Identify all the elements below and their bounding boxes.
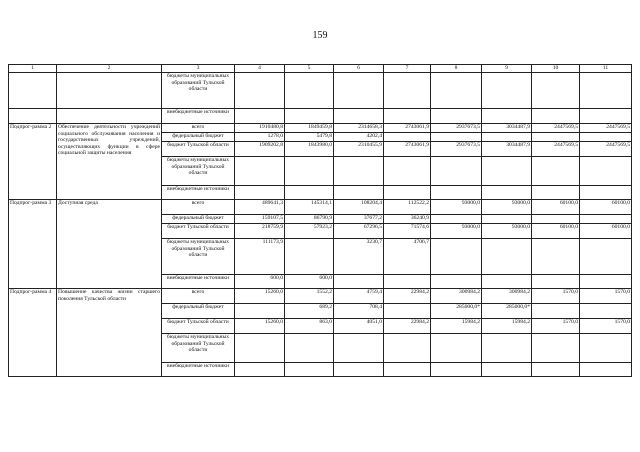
source-cell: бюджеты муниципальных образований Тульской области	[162, 73, 235, 109]
value-cell: 22984,2	[384, 289, 431, 304]
program-cell	[9, 109, 57, 124]
value-cell: 93000,0	[431, 200, 482, 215]
value-cell	[334, 363, 384, 377]
value-cell	[580, 275, 632, 289]
value-cell	[532, 133, 580, 142]
value-cell: 93000,0	[482, 224, 532, 239]
value-cell	[334, 157, 384, 186]
value-cell	[431, 215, 482, 224]
value-cell	[285, 157, 334, 186]
column-header: 5	[285, 65, 334, 73]
value-cell: 218759,9	[235, 224, 285, 239]
value-cell	[235, 157, 285, 186]
value-cell: 1910480,8	[235, 124, 285, 133]
source-cell: внебюджетные источники	[162, 275, 235, 289]
value-cell	[384, 109, 431, 124]
value-cell	[384, 186, 431, 200]
value-cell	[334, 275, 384, 289]
column-header: 6	[334, 65, 384, 73]
value-cell: 86790,9	[285, 215, 334, 224]
value-cell: 60100,0	[580, 224, 632, 239]
value-cell: 2743061,9	[384, 142, 431, 157]
value-cell: 285000,0*	[431, 304, 482, 319]
value-cell: 5479,8	[285, 133, 334, 142]
value-cell	[384, 275, 431, 289]
value-cell	[580, 215, 632, 224]
value-cell	[532, 186, 580, 200]
value-cell: 1843980,0	[285, 142, 334, 157]
source-cell: всего	[162, 124, 235, 133]
value-cell: 1909202,8	[235, 142, 285, 157]
source-cell: бюджеты муниципальных образований Тульской области	[162, 157, 235, 186]
value-cell: 4202,4	[334, 133, 384, 142]
value-cell	[431, 157, 482, 186]
table-row	[9, 124, 632, 133]
table-body	[9, 65, 632, 377]
value-cell: 2743061,9	[384, 124, 431, 133]
value-cell: 1278,0	[235, 133, 285, 142]
column-header: 11	[580, 65, 632, 73]
source-cell: бюджеты муниципальных образований Тульской области	[162, 239, 235, 275]
value-cell: 4706,7	[384, 239, 431, 275]
value-cell	[384, 133, 431, 142]
source-cell: внебюджетные источники	[162, 186, 235, 200]
column-header: 1	[9, 65, 57, 73]
value-cell: 300984,2	[482, 289, 532, 304]
value-cell	[532, 215, 580, 224]
value-cell: 15260,0	[235, 319, 285, 334]
column-header: 7	[384, 65, 431, 73]
value-cell: 708,4	[334, 304, 384, 319]
value-cell: 60100,0	[580, 200, 632, 215]
value-cell	[384, 73, 431, 109]
value-cell	[580, 304, 632, 319]
value-cell	[532, 304, 580, 319]
source-cell: бюджеты муниципальных образований Тульской области	[162, 334, 235, 363]
table-row	[9, 289, 632, 304]
column-header: 10	[532, 65, 580, 73]
value-cell	[532, 239, 580, 275]
value-cell	[334, 186, 384, 200]
value-cell	[482, 275, 532, 289]
value-cell	[431, 186, 482, 200]
value-cell	[580, 239, 632, 275]
value-cell	[431, 363, 482, 377]
value-cell: 489641,3	[235, 200, 285, 215]
value-cell: 600,0	[235, 275, 285, 289]
value-cell: 4051,0	[334, 319, 384, 334]
value-cell	[532, 275, 580, 289]
value-cell: 689,2	[285, 304, 334, 319]
column-header: 2	[57, 65, 162, 73]
value-cell	[482, 239, 532, 275]
value-cell: 1570,0	[580, 289, 632, 304]
value-cell	[580, 109, 632, 124]
value-cell	[235, 186, 285, 200]
description-cell	[57, 109, 162, 124]
value-cell: 15984,2	[482, 319, 532, 334]
value-cell: 36240,9	[384, 215, 431, 224]
value-cell: 1570,0	[580, 319, 632, 334]
value-cell	[482, 334, 532, 363]
value-cell	[431, 73, 482, 109]
value-cell: 2447569,5	[532, 142, 580, 157]
source-cell: федеральный бюджет	[162, 215, 235, 224]
value-cell: 863,0	[285, 319, 334, 334]
column-header: 9	[482, 65, 532, 73]
source-cell: внебюджетные источники	[162, 109, 235, 124]
value-cell: 60100,0	[532, 200, 580, 215]
value-cell	[482, 133, 532, 142]
value-cell	[580, 186, 632, 200]
description-cell: Обеспечение деятельности учреждений социального обслуживания населения и государственных учреждений, осуществляющих функции в сфере социальной защиты населения	[57, 124, 162, 200]
value-cell: 60100,0	[532, 224, 580, 239]
source-cell: внебюджетные источники	[162, 363, 235, 377]
value-cell	[384, 334, 431, 363]
value-cell	[580, 334, 632, 363]
value-cell	[580, 73, 632, 109]
value-cell: 37677,2	[334, 215, 384, 224]
value-cell	[482, 109, 532, 124]
value-cell	[334, 334, 384, 363]
value-cell: 15260,0	[235, 289, 285, 304]
value-cell: 2314658,3	[334, 124, 384, 133]
value-cell: 22984,2	[384, 319, 431, 334]
value-cell	[285, 73, 334, 109]
value-cell	[431, 334, 482, 363]
value-cell	[431, 109, 482, 124]
value-cell: 2310455,9	[334, 142, 384, 157]
value-cell	[334, 73, 384, 109]
value-cell	[285, 334, 334, 363]
value-cell: 2447569,5	[580, 124, 632, 133]
value-cell: 3230,7	[334, 239, 384, 275]
value-cell: 3034487,9	[482, 142, 532, 157]
column-header: 3	[162, 65, 235, 73]
value-cell	[384, 363, 431, 377]
value-cell	[285, 363, 334, 377]
source-cell: бюджет Тульской области	[162, 224, 235, 239]
description-cell	[57, 73, 162, 109]
value-cell: 2447569,5	[580, 142, 632, 157]
value-cell	[532, 363, 580, 377]
value-cell: 4759,4	[334, 289, 384, 304]
value-cell: 300984,2	[431, 289, 482, 304]
value-cell: 71574,6	[384, 224, 431, 239]
value-cell	[235, 363, 285, 377]
value-cell: 15984,2	[431, 319, 482, 334]
value-cell	[431, 133, 482, 142]
value-cell	[235, 304, 285, 319]
table-row	[9, 200, 632, 215]
value-cell	[334, 109, 384, 124]
value-cell	[580, 363, 632, 377]
column-header: 8	[431, 65, 482, 73]
value-cell: 93000,0	[482, 200, 532, 215]
source-cell: всего	[162, 289, 235, 304]
value-cell: 93000,0	[431, 224, 482, 239]
value-cell	[235, 73, 285, 109]
value-cell	[532, 109, 580, 124]
value-cell: 600,0	[285, 275, 334, 289]
value-cell	[431, 239, 482, 275]
value-cell: 145314,1	[285, 200, 334, 215]
value-cell	[482, 363, 532, 377]
value-cell	[285, 186, 334, 200]
value-cell	[482, 215, 532, 224]
source-cell: федеральный бюджет	[162, 133, 235, 142]
program-cell: Подпрог-рамма 4	[9, 289, 57, 377]
value-cell	[384, 157, 431, 186]
value-cell: 1570,0	[532, 319, 580, 334]
column-header: 4	[235, 65, 285, 73]
value-cell: 1552,2	[285, 289, 334, 304]
value-cell	[580, 157, 632, 186]
value-cell: 112522,2	[384, 200, 431, 215]
value-cell	[285, 239, 334, 275]
value-cell	[580, 133, 632, 142]
value-cell	[285, 109, 334, 124]
table-row	[9, 73, 632, 109]
table-row	[9, 109, 632, 124]
value-cell	[482, 73, 532, 109]
value-cell: 3034487,9	[482, 124, 532, 133]
value-cell	[532, 73, 580, 109]
value-cell	[235, 109, 285, 124]
value-cell: 2937673,5	[431, 142, 482, 157]
program-cell: Подпрог-рамма 2	[9, 124, 57, 200]
value-cell: 111173,9	[235, 239, 285, 275]
budget-table	[8, 64, 632, 377]
value-cell	[384, 304, 431, 319]
page-number: 159	[312, 30, 328, 41]
header-row	[9, 65, 632, 73]
source-cell: бюджет Тульской области	[162, 319, 235, 334]
value-cell	[532, 157, 580, 186]
value-cell: 285000,0*	[482, 304, 532, 319]
value-cell: 159107,5	[235, 215, 285, 224]
value-cell: 1570,0	[532, 289, 580, 304]
value-cell: 57923,2	[285, 224, 334, 239]
value-cell: 67296,5	[334, 224, 384, 239]
source-cell: бюджет Тульской области	[162, 142, 235, 157]
program-cell	[9, 73, 57, 109]
description-cell: Повышение качества жизни старшего поколения Тульской области	[57, 289, 162, 377]
value-cell	[235, 334, 285, 363]
value-cell	[482, 186, 532, 200]
source-cell: федеральный бюджет	[162, 304, 235, 319]
source-cell: всего	[162, 200, 235, 215]
value-cell: 108204,4	[334, 200, 384, 215]
value-cell	[482, 157, 532, 186]
value-cell	[431, 275, 482, 289]
value-cell: 2447569,5	[532, 124, 580, 133]
value-cell	[532, 334, 580, 363]
value-cell: 1849459,8	[285, 124, 334, 133]
description-cell: Доступная среда	[57, 200, 162, 289]
program-cell: Подпрог-рамма 3	[9, 200, 57, 289]
value-cell: 2937673,5	[431, 124, 482, 133]
